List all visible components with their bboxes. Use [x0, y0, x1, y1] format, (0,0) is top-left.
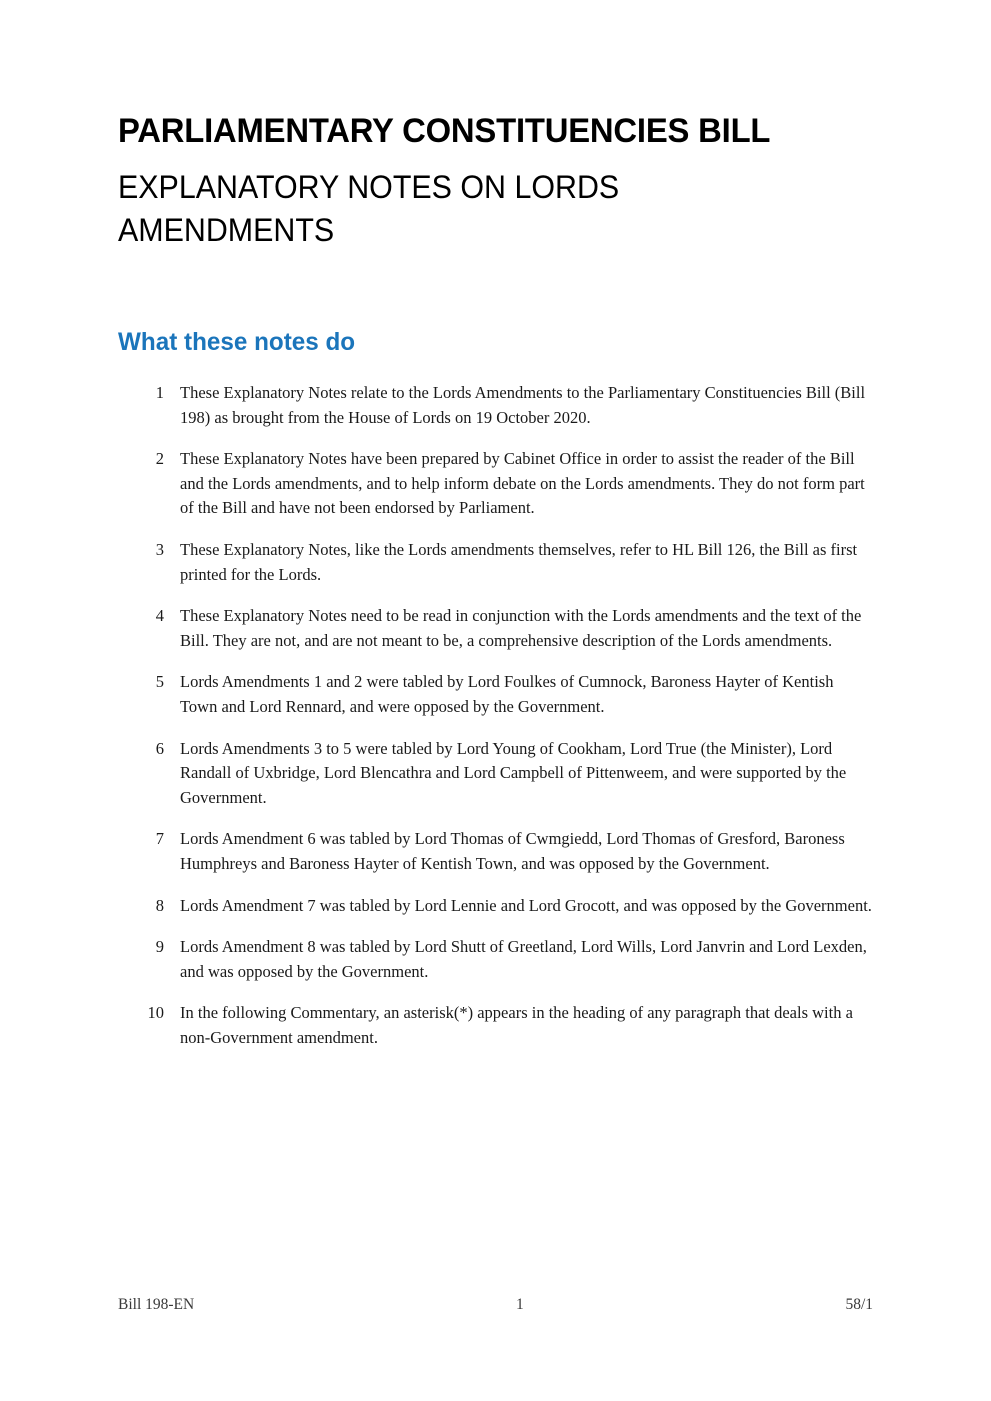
note-number: 4	[155, 606, 164, 626]
footer-page-number: 1	[515, 1296, 524, 1313]
note-number: 3	[155, 539, 164, 559]
document-title: PARLIAMENTARY CONSTITUENCIES BILL	[118, 112, 771, 150]
note-text: These Explanatory Notes need to be read in conjunction with the Lords amendments and the text of the Bill. They are not, and are not meant to be, a comprehensive description of the Lords amendments.	[180, 606, 862, 650]
note-item	[0, 737, 991, 811]
note-number: 7	[155, 829, 164, 849]
note-text: These Explanatory Notes, like the Lords amendments themselves, refer to HL Bill 126, the Bill as first printed for the Lords.	[180, 539, 858, 584]
note-number: 6	[155, 738, 164, 758]
note-number: 8	[155, 895, 164, 915]
note-item	[0, 827, 991, 876]
note-item	[0, 604, 991, 653]
note-text: Lords Amendment 6 was tabled by Lord Thomas of Cwmgiedd, Lord Thomas of Gresford, Baroness Humphreys and Baroness Hayter of Kentish Town, and was opposed by the Government.	[180, 829, 845, 873]
note-item	[0, 381, 991, 430]
note-text: These Explanatory Notes have been prepared by Cabinet Office in order to assist the reader of the Bill and the Lords amendments, and to help inform debate on the Lords amendments. They do not form part of the Bill and have not been endorsed by Parliament.	[180, 449, 865, 518]
note-number: 10	[147, 1003, 164, 1023]
section-heading-what-these-notes-do: What these notes do	[118, 328, 356, 356]
page-footer	[118, 1296, 873, 1314]
note-item	[0, 447, 991, 521]
note-text: Lords Amendments 3 to 5 were tabled by Lord Young of Cookham, Lord True (the Minister), Lord Randall of Uxbridge, Lord Blencathra and Lord Campbell of Pittenweem, and were supported by the Government.	[180, 738, 847, 807]
note-text: These Explanatory Notes relate to the Lords Amendments to the Parliamentary Constituencies Bill (Bill 198) as brought from the House of Lords on 19 October 2020.	[180, 383, 866, 427]
explanatory-notes-list	[0, 381, 991, 1067]
note-number: 5	[155, 672, 164, 692]
document-subtitle: EXPLANATORY NOTES ON LORDS AMENDMENTS	[118, 169, 620, 248]
note-text: In the following Commentary, an asterisk(*) appears in the heading of any paragraph that deals with a non-Government amendment.	[180, 1003, 853, 1047]
note-item	[0, 1001, 991, 1050]
footer-bill-reference: Bill 198-EN	[118, 1296, 195, 1313]
title-block	[118, 110, 888, 252]
note-item	[0, 670, 991, 719]
note-text: Lords Amendment 8 was tabled by Lord Shutt of Greetland, Lord Wills, Lord Janvrin and Lord Lexden, and was opposed by the Government.	[180, 937, 867, 981]
note-number: 1	[155, 383, 164, 402]
note-item	[0, 935, 991, 984]
note-item	[0, 894, 991, 919]
note-item	[0, 538, 991, 587]
note-number: 9	[155, 937, 164, 957]
note-text: Lords Amendment 7 was tabled by Lord Lennie and Lord Grocott, and was opposed by the Government.	[180, 895, 872, 915]
note-number: 2	[155, 449, 164, 469]
footer-document-reference: 58/1	[845, 1296, 873, 1313]
note-text: Lords Amendments 1 and 2 were tabled by Lord Foulkes of Cumnock, Baroness Hayter of Kentish Town and Lord Rennard, and were opposed by the Government.	[180, 672, 834, 716]
